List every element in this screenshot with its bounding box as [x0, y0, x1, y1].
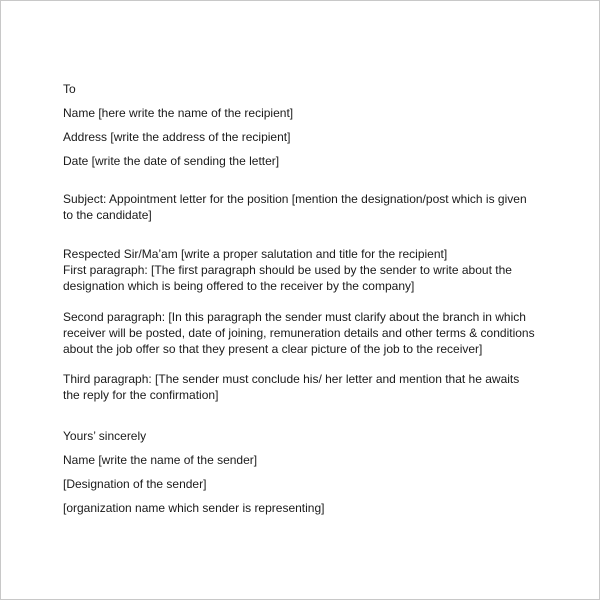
sender-designation: [Designation of the sender]: [63, 477, 207, 491]
sender-name: Name [write the name of the sender]: [63, 453, 258, 467]
subject-line-2: to the candidate]: [63, 208, 152, 222]
second-paragraph-line-2: receiver will be posted, date of joining, remuneration details and other terms & conditions: [63, 326, 535, 340]
recipient-to: To: [63, 82, 76, 96]
first-paragraph-line-1: First paragraph: [The first paragraph should be used by the sender to write about the: [63, 263, 512, 277]
closing: Yours’ sincerely: [63, 429, 147, 443]
recipient-address: Address [write the address of the recipient]: [63, 130, 291, 144]
second-paragraph-line-1: Second paragraph: [In this paragraph the sender must clarify about the branch in which: [63, 310, 526, 324]
sender-organization: [organization name which sender is representing]: [63, 501, 325, 515]
salutation: Respected Sir/Ma’am [write a proper salutation and title for the recipient]: [63, 247, 448, 261]
third-paragraph-line-1: Third paragraph: [The sender must conclude his/ her letter and mention that he awaits: [63, 372, 520, 386]
first-paragraph-line-2: designation which is being offered to the receiver by the company]: [63, 279, 415, 293]
recipient-name: Name [here write the name of the recipient]: [63, 106, 294, 120]
third-paragraph-line-2: the reply for the confirmation]: [63, 388, 219, 402]
second-paragraph-line-3: about the job offer so that they present a clear picture of the job to the receiver]: [63, 342, 483, 356]
letter-date: Date [write the date of sending the letter]: [63, 154, 280, 168]
subject-line-1: Subject: Appointment letter for the position [mention the designation/post which is given: [63, 192, 527, 206]
